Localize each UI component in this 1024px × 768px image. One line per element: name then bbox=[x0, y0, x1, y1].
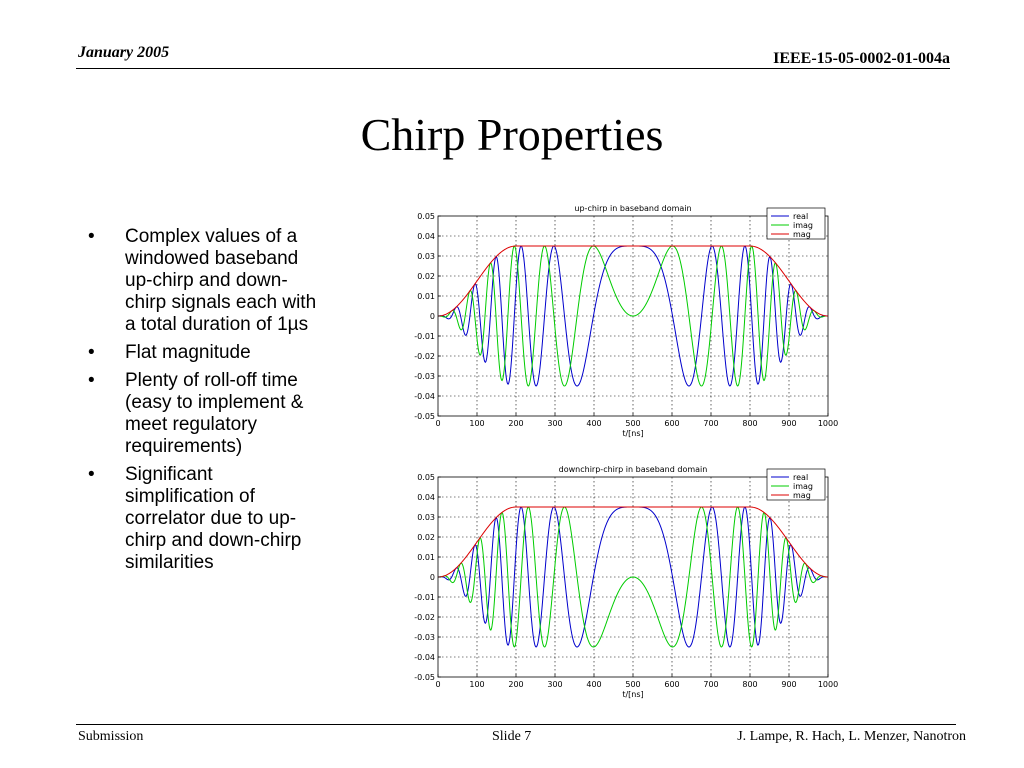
bullet-marker: • bbox=[88, 464, 95, 485]
x-tick-label: 300 bbox=[547, 680, 563, 689]
y-tick-label: -0.03 bbox=[414, 372, 435, 381]
y-tick-label: 0.05 bbox=[417, 473, 435, 482]
x-axis-label: t/[ns] bbox=[622, 429, 644, 438]
y-tick-label: -0.05 bbox=[414, 412, 435, 421]
y-tick-label: 0.04 bbox=[417, 493, 435, 502]
bullet-marker: • bbox=[88, 226, 95, 247]
x-tick-label: 100 bbox=[469, 680, 485, 689]
up-chirp-chart bbox=[396, 200, 858, 442]
y-tick-label: 0 bbox=[429, 573, 435, 582]
bullet-marker: • bbox=[88, 370, 95, 391]
bullet-item bbox=[88, 370, 324, 458]
x-tick-label: 1000 bbox=[817, 680, 839, 689]
down-chirp-chart bbox=[396, 461, 858, 703]
bullet-item bbox=[88, 464, 324, 574]
x-tick-label: 800 bbox=[742, 680, 758, 689]
y-tick-label: 0.01 bbox=[417, 553, 435, 562]
footer-slide-number: Slide 7 bbox=[492, 729, 532, 744]
bullet-text: Significant simplification of correlator due to up-chirp and down-chirp similarities bbox=[125, 464, 302, 573]
x-tick-label: 600 bbox=[664, 680, 680, 689]
x-tick-label: 900 bbox=[781, 680, 797, 689]
x-tick-label: 500 bbox=[625, 680, 641, 689]
footer-rule bbox=[76, 724, 956, 725]
y-tick-label: 0.01 bbox=[417, 292, 435, 301]
x-tick-label: 400 bbox=[586, 680, 602, 689]
legend-label-mag: mag bbox=[793, 491, 811, 500]
x-tick-label: 900 bbox=[781, 419, 797, 428]
footer-authors: J. Lampe, R. Hach, L. Menzer, Nanotron bbox=[737, 729, 966, 744]
chart-title: downchirp-chirp in baseband domain bbox=[558, 465, 708, 474]
y-tick-label: 0.05 bbox=[417, 212, 435, 221]
bullet-list bbox=[88, 226, 324, 580]
header-doc-id: IEEE-15-05-0002-01-004a bbox=[773, 50, 950, 67]
x-tick-label: 800 bbox=[742, 419, 758, 428]
y-tick-label: -0.02 bbox=[414, 613, 435, 622]
y-tick-label: -0.05 bbox=[414, 673, 435, 682]
y-tick-label: -0.03 bbox=[414, 633, 435, 642]
legend-label-real: real bbox=[793, 212, 809, 221]
y-tick-label: -0.04 bbox=[414, 653, 435, 662]
bullet-marker: • bbox=[88, 342, 95, 363]
footer-submission: Submission bbox=[78, 729, 144, 744]
header-date: January 2005 bbox=[78, 44, 170, 61]
x-tick-label: 1000 bbox=[817, 419, 839, 428]
y-tick-label: 0.03 bbox=[417, 252, 435, 261]
x-tick-label: 700 bbox=[703, 680, 719, 689]
legend-label-imag: imag bbox=[793, 482, 813, 491]
x-tick-label: 200 bbox=[508, 680, 524, 689]
slide-title: Chirp Properties bbox=[360, 109, 664, 160]
x-axis-label: t/[ns] bbox=[622, 690, 644, 699]
chart-title: up-chirp in baseband domain bbox=[574, 204, 692, 213]
y-tick-label: -0.01 bbox=[414, 332, 435, 341]
y-tick-label: -0.02 bbox=[414, 352, 435, 361]
x-tick-label: 0 bbox=[435, 680, 441, 689]
y-tick-label: -0.01 bbox=[414, 593, 435, 602]
x-tick-label: 600 bbox=[664, 419, 680, 428]
y-tick-label: 0.02 bbox=[417, 272, 435, 281]
legend-label-imag: imag bbox=[793, 221, 813, 230]
bullet-item bbox=[88, 226, 324, 336]
bullet-item bbox=[88, 342, 324, 364]
y-tick-label: -0.04 bbox=[414, 392, 435, 401]
bullet-text: Plenty of roll-off time (easy to implement & meet regulatory requirements) bbox=[125, 370, 304, 457]
x-tick-label: 100 bbox=[469, 419, 485, 428]
x-tick-label: 400 bbox=[586, 419, 602, 428]
x-tick-label: 700 bbox=[703, 419, 719, 428]
y-tick-label: 0 bbox=[429, 312, 435, 321]
legend-label-real: real bbox=[793, 473, 809, 482]
x-tick-label: 200 bbox=[508, 419, 524, 428]
bullet-text: Complex values of a windowed baseband up-chirp and down-chirp signals each with a total duration of 1µs bbox=[125, 226, 317, 335]
x-tick-label: 500 bbox=[625, 419, 641, 428]
x-tick-label: 0 bbox=[435, 419, 441, 428]
x-tick-label: 300 bbox=[547, 419, 563, 428]
y-tick-label: 0.04 bbox=[417, 232, 435, 241]
bullet-text: Flat magnitude bbox=[125, 342, 251, 363]
y-tick-label: 0.03 bbox=[417, 513, 435, 522]
header-rule bbox=[76, 68, 950, 69]
legend-label-mag: mag bbox=[793, 230, 811, 239]
y-tick-label: 0.02 bbox=[417, 533, 435, 542]
